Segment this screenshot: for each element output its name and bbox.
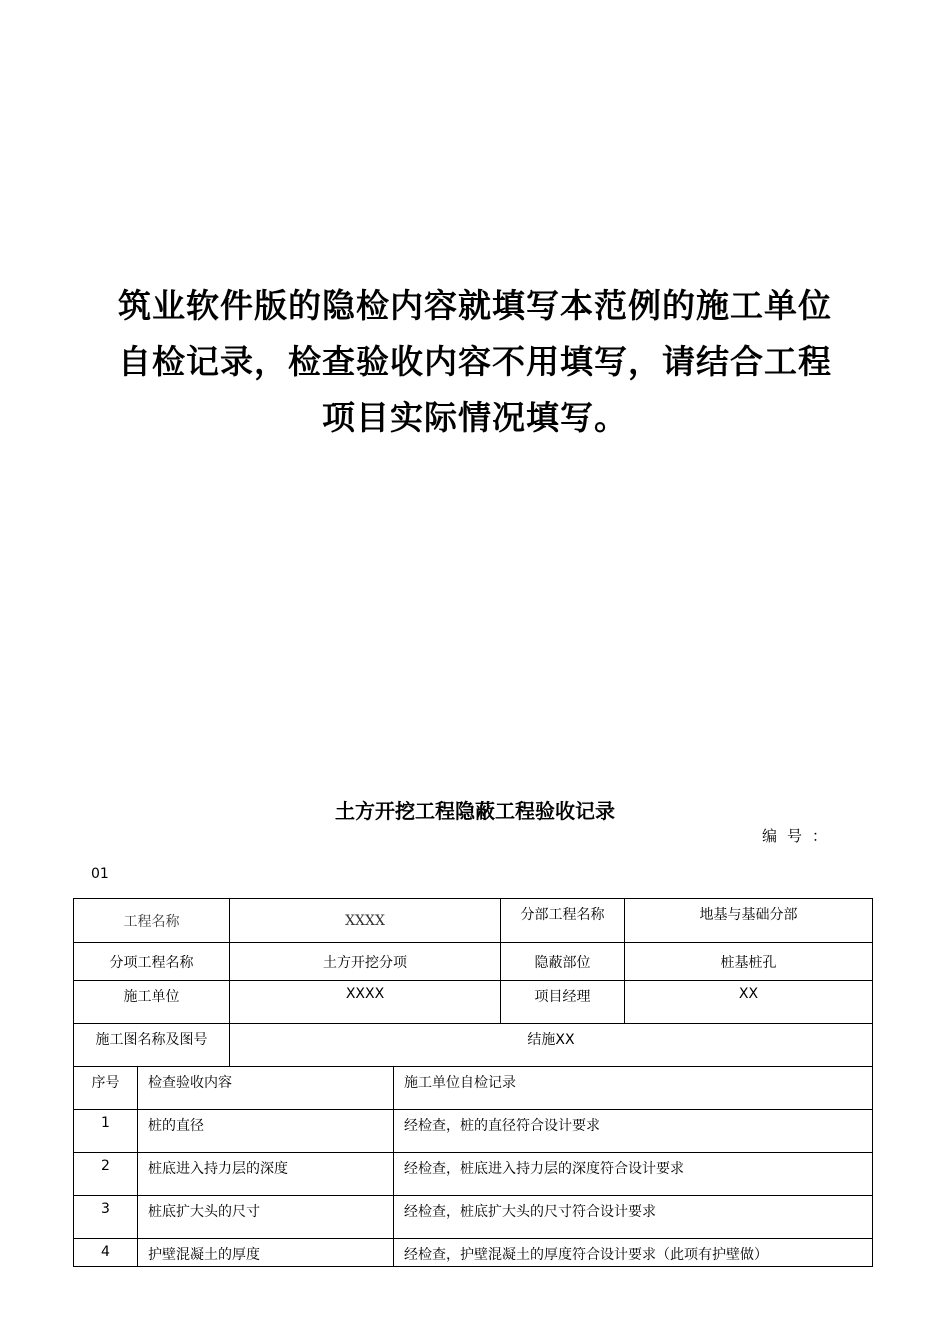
subitem-label: 分项工程名称 <box>74 943 230 981</box>
row-content: 桩的直径 <box>138 1110 394 1153</box>
drawing-label: 施工图名称及图号 <box>74 1024 230 1067</box>
project-name-value: XXXX <box>230 899 501 943</box>
column-header-content: 检查验收内容 <box>138 1067 394 1110</box>
division-label: 分部工程名称 <box>501 899 625 943</box>
row-record: 经检查，桩底进入持力层的深度符合设计要求 <box>394 1153 873 1196</box>
division-value: 地基与基础分部 <box>625 899 873 943</box>
table-row <box>74 899 873 943</box>
row-content: 桩底进入持力层的深度 <box>138 1153 394 1196</box>
notice-line-3: 项目实际情况填写。 <box>322 398 628 437</box>
column-header-record: 施工单位自检记录 <box>394 1067 873 1110</box>
serial-label: 编号： <box>762 827 838 845</box>
table-row <box>74 981 873 1024</box>
row-no: 3 <box>74 1196 138 1239</box>
notice-line-1: 筑业软件版的隐检内容就填写本范例的施工单位 <box>118 286 832 325</box>
table-row <box>74 1110 873 1153</box>
row-record: 经检查，桩的直径符合设计要求 <box>394 1110 873 1153</box>
row-no: 2 <box>74 1153 138 1196</box>
manager-label: 项目经理 <box>501 981 625 1024</box>
contractor-label: 施工单位 <box>74 981 230 1024</box>
row-content: 护壁混凝土的厚度 <box>138 1239 394 1267</box>
subitem-value: 土方开挖分项 <box>230 943 501 981</box>
row-no: 4 <box>74 1239 138 1267</box>
row-no: 1 <box>74 1110 138 1153</box>
manager-value: XX <box>625 981 873 1024</box>
hidden-part-value: 桩基桩孔 <box>625 943 873 981</box>
project-name-label: 工程名称 <box>74 899 230 943</box>
serial-value: 01 <box>91 866 109 882</box>
contractor-value: XXXX <box>230 981 501 1024</box>
table-header-row <box>74 1067 873 1110</box>
drawing-value: 结施XX <box>230 1024 873 1067</box>
notice-line-2: 自检记录，检查验收内容不用填写，请结合工程 <box>118 342 832 381</box>
row-content: 桩底扩大头的尺寸 <box>138 1196 394 1239</box>
hidden-part-label: 隐蔽部位 <box>501 943 625 981</box>
row-record: 经检查，桩底扩大头的尺寸符合设计要求 <box>394 1196 873 1239</box>
table-row <box>74 1239 873 1267</box>
table-row <box>74 1196 873 1239</box>
instruction-notice <box>95 278 855 446</box>
inspection-table <box>73 898 873 1267</box>
table-row <box>74 1024 873 1067</box>
table-row <box>74 943 873 981</box>
form-title: 土方开挖工程隐蔽工程验收记录 <box>335 799 615 823</box>
column-header-no: 序号 <box>74 1067 138 1110</box>
table-row <box>74 1153 873 1196</box>
row-record: 经检查，护壁混凝土的厚度符合设计要求（此项有护壁做） <box>394 1239 873 1267</box>
